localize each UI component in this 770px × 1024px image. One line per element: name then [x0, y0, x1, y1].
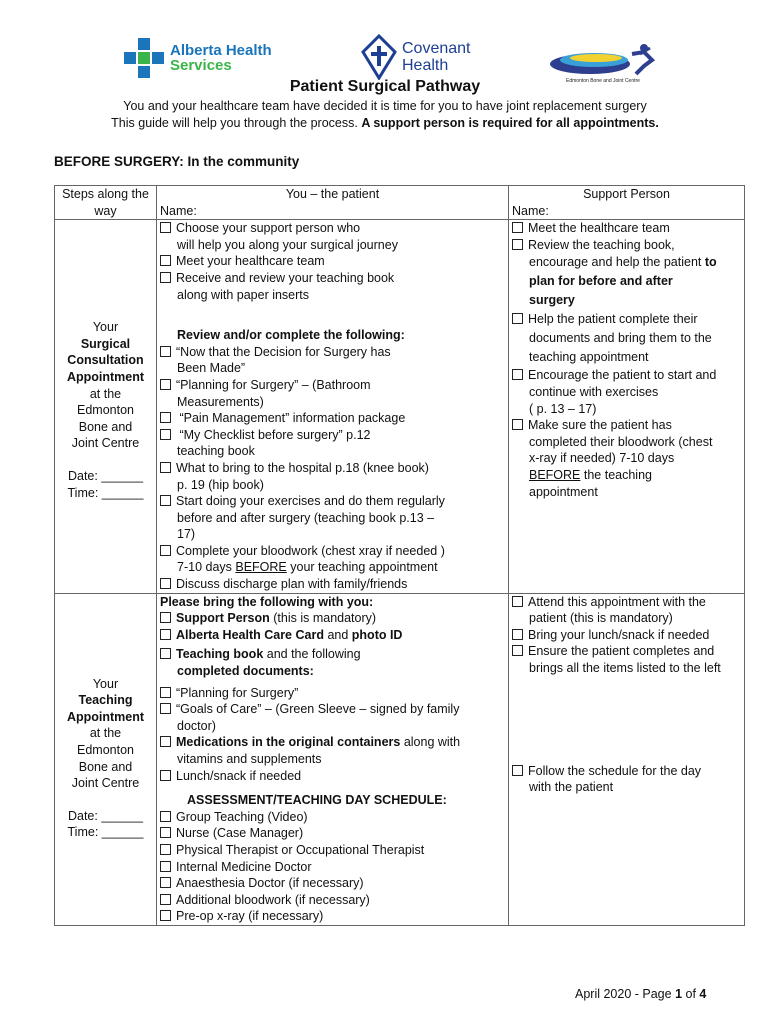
steps-text: at the: [89, 726, 122, 741]
checkbox[interactable]: [160, 272, 171, 283]
checkbox[interactable]: [512, 596, 523, 607]
checkbox[interactable]: [512, 313, 523, 324]
steps-text: Edmonton: [77, 403, 134, 418]
list-item: Discuss discharge plan with family/friends: [160, 576, 505, 593]
name-row: [55, 203, 745, 220]
list-item: “My Checklist before surgery” p.12: [160, 427, 505, 444]
checkbox[interactable]: [160, 346, 171, 357]
support-cell-teaching: [509, 593, 745, 925]
review-heading: Review and/or complete the following:: [177, 328, 405, 343]
checkbox[interactable]: [160, 877, 171, 888]
steps-text: Teaching: [78, 693, 133, 708]
checkbox[interactable]: [160, 687, 171, 698]
list-item-cont: surgery: [529, 293, 575, 308]
pathway-table: [54, 185, 745, 926]
list-item-cont: continue with exercises: [529, 384, 659, 399]
time-field: Time: ______: [67, 485, 144, 500]
steps-text: Bone and: [78, 759, 133, 774]
list-item: Pre-op x-ray (if necessary): [160, 908, 505, 925]
list-item: Complete your bloodwork (chest xray if needed ): [160, 543, 505, 560]
list-item-cont: doctor): [177, 718, 216, 733]
list-item: Ensure the patient completes and: [512, 643, 741, 660]
ebjc-logo-caption: Edmonton Bone and Joint Centre: [566, 78, 640, 84]
list-item: Receive and review your teaching book: [160, 270, 505, 287]
checkbox[interactable]: [160, 861, 171, 872]
intro-line-1: You and your healthcare team have decided it is time for you to have joint replacement surgery: [123, 99, 647, 113]
table-header-row: [55, 186, 745, 203]
schedule-heading: ASSESSMENT/TEACHING DAY SCHEDULE:: [187, 793, 447, 808]
checkbox[interactable]: [160, 495, 171, 506]
support-name-label: Name:: [509, 203, 745, 220]
list-item: What to bring to the hospital p.18 (knee book): [160, 460, 505, 477]
list-item: Additional bloodwork (if necessary): [160, 892, 505, 909]
checkbox[interactable]: [160, 578, 171, 589]
list-item-cont: along with paper inserts: [177, 287, 310, 302]
steps-text: Joint Centre: [71, 776, 140, 791]
ahs-logo-line2: Services: [170, 57, 232, 74]
steps-text: Edmonton: [77, 743, 134, 758]
list-item: Group Teaching (Video): [160, 809, 505, 826]
intro-line-2-text: This guide will help you through the process.: [111, 116, 362, 130]
list-item: Medications in the original containers along with: [160, 734, 505, 751]
steps-text: Bone and: [78, 419, 133, 434]
steps-cell-teaching: [55, 593, 157, 925]
patient-cell-consultation: [157, 220, 509, 593]
list-item: Physical Therapist or Occupational Therapist: [160, 842, 505, 859]
date-field: Date: ______: [67, 468, 144, 483]
list-item: Review the teaching book,: [512, 237, 741, 254]
checkbox[interactable]: [512, 222, 523, 233]
list-item: Attend this appointment with the: [512, 594, 741, 611]
patient-name-label: Name:: [157, 203, 509, 220]
checkbox[interactable]: [160, 844, 171, 855]
checkbox[interactable]: [160, 429, 171, 440]
list-item-cont: p. 19 (hip book): [177, 477, 264, 492]
page-title: Patient Surgical Pathway: [289, 78, 481, 95]
steps-text: Surgical: [80, 336, 131, 351]
list-item: Nurse (Case Manager): [160, 825, 505, 842]
list-item: Meet your healthcare team: [160, 253, 505, 270]
checkbox[interactable]: [160, 545, 171, 556]
list-item: Choose your support person who: [160, 220, 505, 237]
list-item: Start doing your exercises and do them regularly: [160, 493, 505, 510]
steps-text: Joint Centre: [71, 436, 140, 451]
covenant-logo-line2: Health: [402, 57, 449, 74]
page-footer: April 2020 - Page 1 of 4: [575, 987, 707, 1001]
steps-text: at the: [89, 386, 122, 401]
list-item-cont: patient (this is mandatory): [529, 611, 673, 626]
covenant-cross-icon: [360, 34, 398, 80]
list-item-cont: appointment: [529, 484, 598, 499]
checkbox[interactable]: [160, 736, 171, 747]
steps-text: Appointment: [66, 709, 145, 724]
list-item: Anaesthesia Doctor (if necessary): [160, 875, 505, 892]
list-item: “Planning for Surgery”: [160, 685, 505, 702]
list-item-cont: 7-10 days BEFORE your teaching appointment: [177, 560, 438, 575]
list-item: Make sure the patient has: [512, 417, 741, 434]
steps-text: Your: [92, 676, 119, 691]
steps-text: Appointment: [66, 369, 145, 384]
list-item-cont: 17): [177, 527, 196, 542]
header-logos: [0, 18, 770, 84]
checkbox[interactable]: [160, 703, 171, 714]
list-item: Bring your lunch/snack if needed: [512, 627, 741, 644]
list-item-cont: BEFORE the teaching: [529, 467, 652, 482]
list-item-cont: Been Made”: [177, 361, 246, 376]
list-item-cont: vitamins and supplements: [177, 752, 322, 766]
list-item: “Planning for Surgery” – (Bathroom: [160, 377, 505, 394]
list-item-cont: Measurements): [177, 394, 264, 409]
list-item-cont: brings all the items listed to the left: [529, 661, 721, 676]
list-item: Help the patient complete their: [512, 310, 741, 329]
ahs-cross-icon: [124, 38, 164, 78]
list-item: Support Person (this is mandatory): [160, 610, 505, 627]
list-item-cont: plan for before and after: [529, 274, 673, 289]
checkbox[interactable]: [512, 629, 523, 640]
list-item-cont: documents and bring them to the: [529, 331, 712, 346]
intro-line-2: [0, 116, 770, 130]
support-cell-consultation: [509, 220, 745, 593]
list-item-cont: will help you along your surgical journey: [177, 237, 398, 252]
list-item: “Pain Management” information package: [160, 410, 505, 427]
column-header-patient: You – the patient: [157, 186, 509, 203]
list-item: Alberta Health Care Card and photo ID: [160, 627, 505, 644]
table-row: [55, 220, 745, 593]
steps-text: Consultation: [67, 353, 144, 368]
table-row: [55, 593, 745, 925]
covenant-logo-line1: Covenant: [402, 40, 471, 57]
checkbox[interactable]: [160, 612, 171, 623]
column-header-support: Support Person: [509, 186, 745, 203]
checkbox[interactable]: [160, 412, 171, 423]
checkbox[interactable]: [160, 462, 171, 473]
section-heading: BEFORE SURGERY: In the community: [54, 154, 300, 169]
checkbox[interactable]: [160, 827, 171, 838]
list-item: “Goals of Care” – (Green Sleeve – signed by family: [160, 701, 505, 718]
checkbox[interactable]: [512, 369, 523, 380]
bring-heading: Please bring the following with you:: [160, 594, 374, 609]
checkbox[interactable]: [512, 239, 523, 250]
list-item-cont: ( p. 13 – 17): [529, 401, 597, 416]
steps-cell-consultation: [55, 220, 157, 593]
list-item-cont: teaching book: [177, 444, 255, 459]
list-item-cont: with the patient: [529, 780, 614, 795]
page-number: 1: [675, 987, 683, 1001]
column-header-steps: Steps along the way: [55, 186, 157, 220]
list-item: Follow the schedule for the day: [512, 763, 741, 780]
checkbox[interactable]: [512, 645, 523, 656]
list-item: Internal Medicine Doctor: [160, 859, 505, 876]
runner-swoosh-icon: [548, 40, 658, 78]
checkbox[interactable]: [160, 648, 171, 659]
list-item: Lunch/snack if needed: [160, 768, 505, 785]
checkbox[interactable]: [160, 255, 171, 266]
ahs-logo-line1: Alberta Health: [170, 42, 272, 59]
list-item: “Now that the Decision for Surgery has: [160, 344, 505, 361]
covenant-health-logo: [360, 34, 471, 80]
list-item: Encourage the patient to start and: [512, 367, 741, 384]
steps-text: Your: [92, 320, 119, 335]
list-item: Teaching book and the following: [160, 646, 505, 663]
time-field: Time: ______: [67, 825, 144, 840]
list-item-cont: before and after surgery (teaching book p.13 –: [177, 510, 435, 525]
checkbox[interactable]: [160, 894, 171, 905]
checkbox[interactable]: [512, 419, 523, 430]
checkbox[interactable]: [160, 811, 171, 822]
checkbox[interactable]: [160, 910, 171, 921]
checkbox[interactable]: [160, 222, 171, 233]
list-item-cont: teaching appointment: [529, 350, 649, 365]
alberta-health-services-logo: [124, 38, 272, 78]
list-item: Meet the healthcare team: [512, 220, 741, 237]
list-item-cont: completed documents:: [177, 664, 314, 679]
patient-cell-teaching: [157, 593, 509, 925]
page-total: 4: [699, 987, 707, 1001]
list-item-cont: x-ray if needed) 7-10 days: [529, 451, 675, 466]
checkbox[interactable]: [160, 629, 171, 640]
checkbox[interactable]: [160, 379, 171, 390]
list-item-cont: completed their bloodwork (chest: [529, 434, 713, 449]
checkbox[interactable]: [160, 770, 171, 781]
checkbox[interactable]: [512, 765, 523, 776]
intro-line-2-bold: A support person is required for all appointments.: [361, 116, 659, 130]
date-field: Date: ______: [67, 808, 144, 823]
list-item-cont: encourage and help the patient to: [529, 255, 717, 270]
